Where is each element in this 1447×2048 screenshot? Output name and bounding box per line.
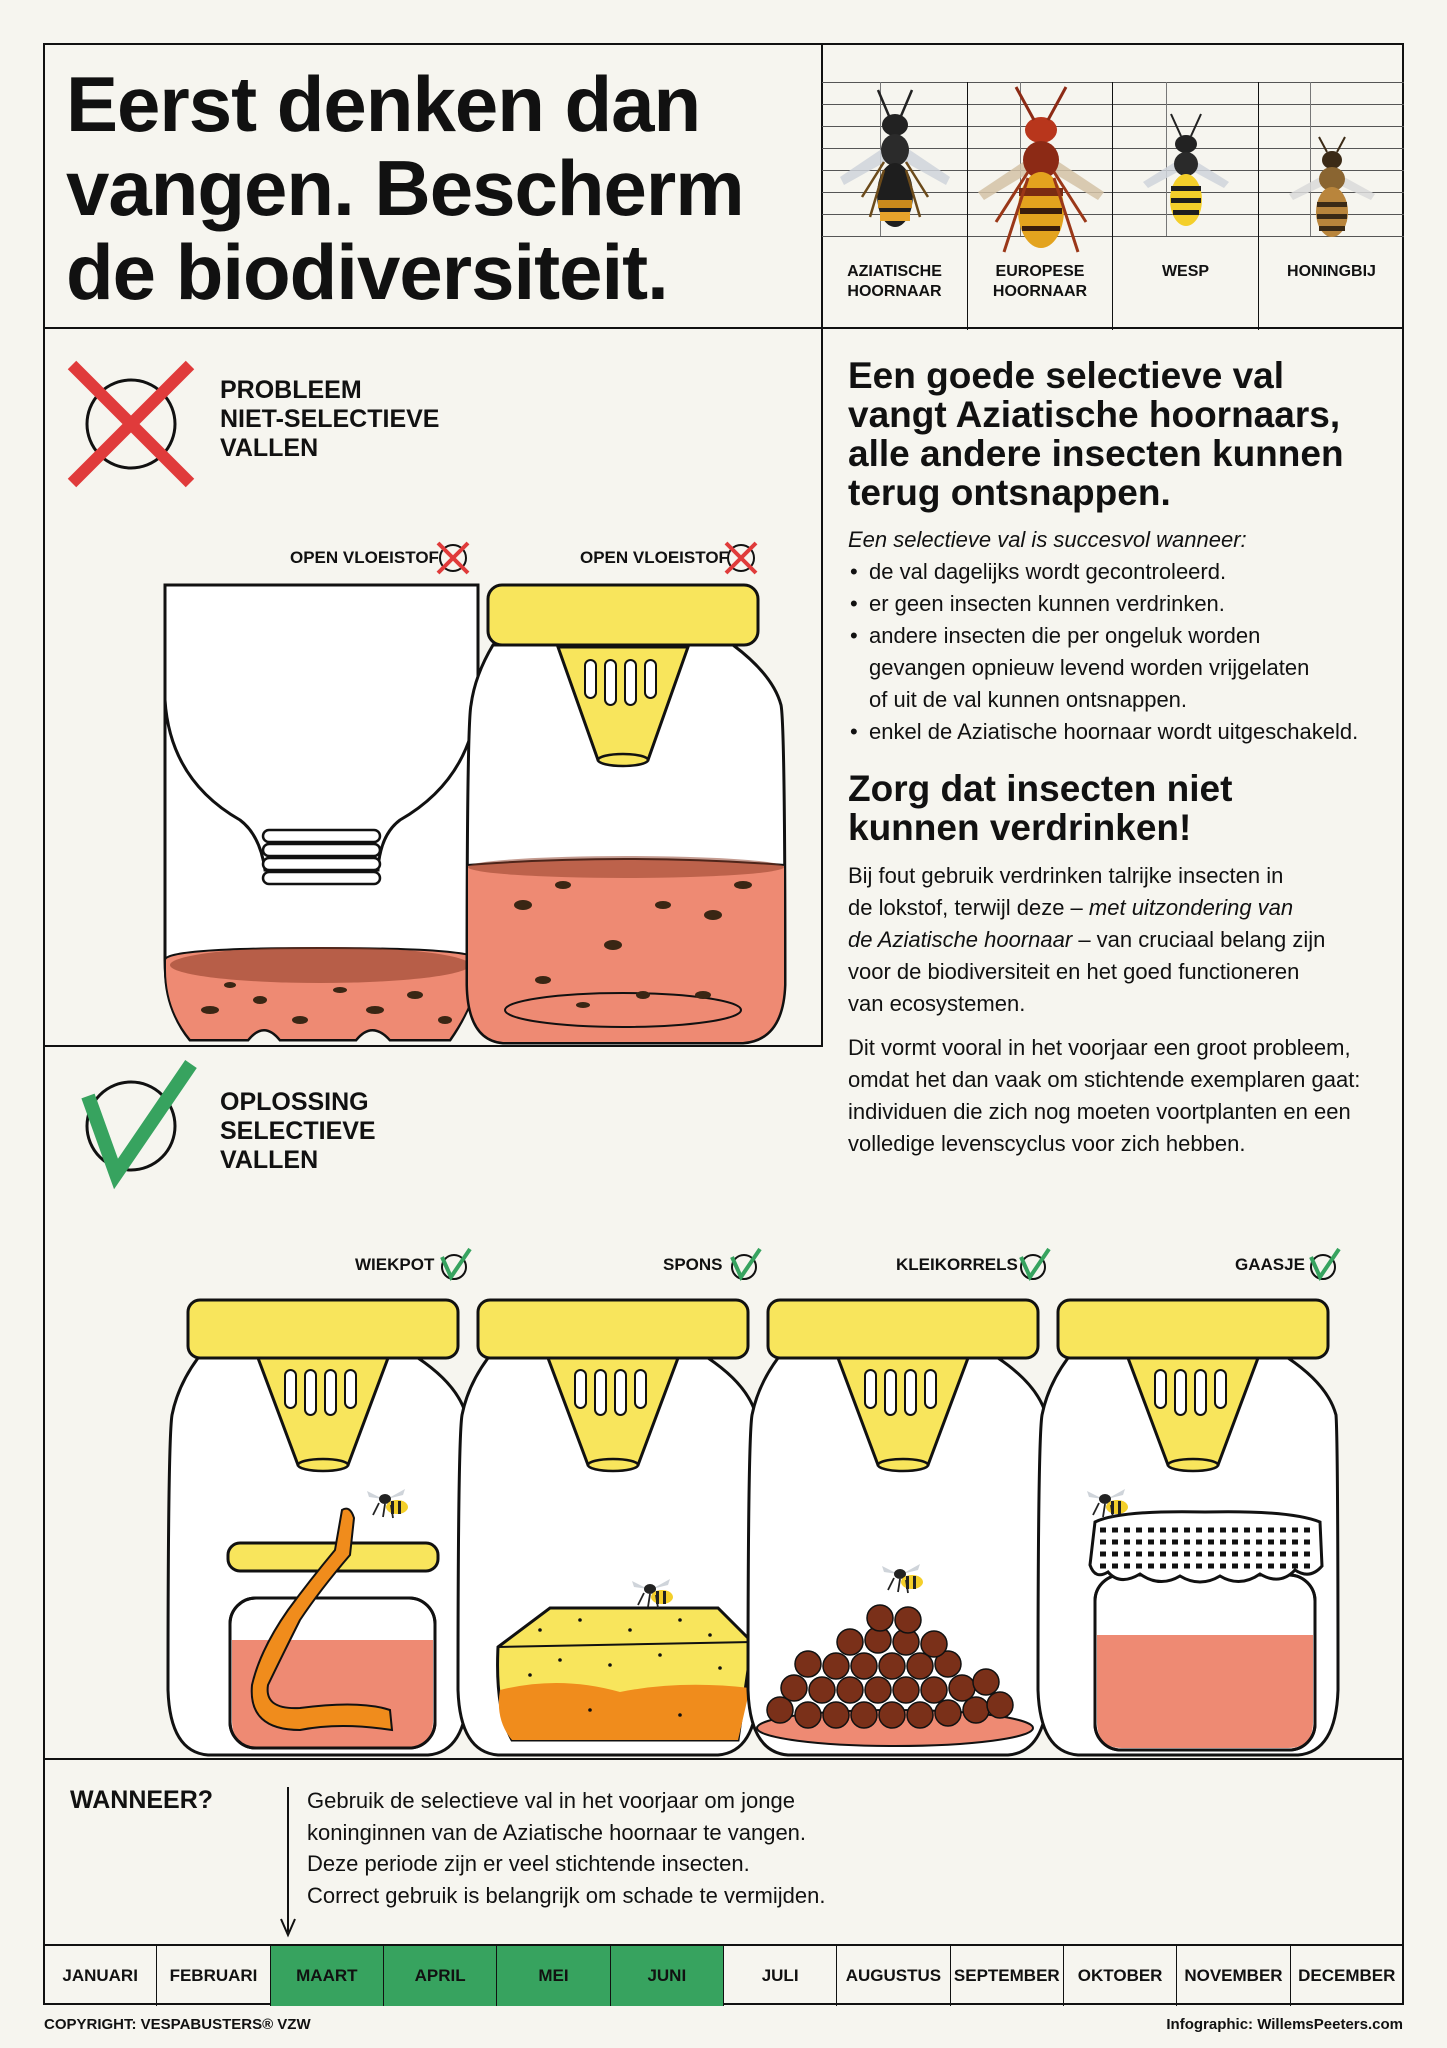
list-item: • de val dagelijks wordt gecontroleerd. xyxy=(848,556,1358,588)
page-title: Eerst denken dan vangen. Bescherm de biodiversiteit. xyxy=(66,60,744,316)
wasp-icon xyxy=(1113,82,1259,257)
month-bar xyxy=(44,1944,1403,2006)
intro-label: Een selectieve val is succesvol wanneer: xyxy=(848,527,1247,552)
check-icon xyxy=(436,1247,472,1283)
month-cell: SEPTEMBER xyxy=(950,1946,1063,2006)
when-label: WANNEER? xyxy=(70,1786,214,1814)
check-icon xyxy=(66,1056,196,1186)
insect-cell-honeybee xyxy=(1258,82,1404,330)
mesh-trap xyxy=(1038,1300,1338,1755)
trap-label: SPONS xyxy=(663,1255,723,1274)
insect-label: WESP xyxy=(1161,263,1210,280)
trap-label: OPEN VLOEISTOF xyxy=(290,548,439,567)
credit-text: Infographic: WillemsPeeters.com xyxy=(1166,2016,1403,2033)
cross-icon xyxy=(66,359,196,489)
sponge-trap xyxy=(458,1300,758,1755)
heading-drowning: Zorg dat insecten niet kunnen verdrinken! xyxy=(848,768,1233,848)
insect-label: AZIATISCHE HOORNAAR xyxy=(847,263,942,300)
paragraph-part: – van cruciaal belang zijn voor de biodiversiteit en het goed functioneren van ecosystemen. xyxy=(848,927,1326,1016)
spring-paragraph: Dit vormt vooral in het voorjaar een groot probleem, omdat het dan vaak om stichtende exemplaren gaat: individuen die zich nog moeten voortplanten en een volledige levenscyclus voor zich hebben. xyxy=(848,1035,1361,1156)
problem-label: PROBLEEM NIET-SELECTIEVE VALLEN xyxy=(220,376,440,462)
copyright-text: COPYRIGHT: VESPABUSTERS® VZW xyxy=(44,2016,311,2033)
bottle-trap-illustration xyxy=(160,580,480,1045)
wiekpot-trap xyxy=(168,1300,468,1755)
selective-traps-illustration xyxy=(160,1290,1380,1765)
paragraph-emphasis: met uitzondering van de Aziatische hoornaar xyxy=(848,895,1294,952)
cross-icon xyxy=(435,540,471,576)
drowning-paragraph xyxy=(848,860,1325,1020)
jar-trap-illustration xyxy=(463,585,773,1045)
trap-label: KLEIKORRELS xyxy=(896,1255,1018,1274)
trap-label: WIEKPOT xyxy=(355,1255,435,1274)
month-cell: JANUARI xyxy=(62,1966,138,1985)
month-cell: NOVEMBER xyxy=(1176,1946,1289,2006)
insect-cell-wasp xyxy=(1112,82,1258,330)
check-icon xyxy=(1015,1247,1051,1283)
clay-pellets-trap xyxy=(748,1300,1048,1755)
trap-label: OPEN VLOEISTOF xyxy=(580,548,729,567)
check-icon xyxy=(726,1247,762,1283)
insect-cell-asian-hornet xyxy=(822,82,967,330)
month-cell: APRIL xyxy=(383,1946,496,2006)
check-icon xyxy=(1305,1247,1341,1283)
list-item: • enkel de Aziatische hoornaar wordt uitgeschakeld. xyxy=(848,716,1358,748)
month-cell: JULI xyxy=(723,1946,836,2006)
european-hornet-icon xyxy=(968,82,1113,257)
arrow-down-icon xyxy=(278,1787,298,1937)
paragraph-part: Bij fout gebruik verdrinken talrijke insecten in de lokstof, terwijl deze – xyxy=(848,863,1284,920)
intro-text xyxy=(848,524,1247,556)
month-cell: MEI xyxy=(496,1946,609,2006)
divider-problem-vertical xyxy=(821,327,823,1047)
heading-selective-trap: Een goede selectieve val vangt Aziatische hoornaars, alle andere insecten kunnen terug ontsnappen. xyxy=(848,355,1344,513)
solution-label: OPLOSSING SELECTIEVE VALLEN xyxy=(220,1088,376,1174)
cross-icon xyxy=(723,540,759,576)
month-cell: FEBRUARI xyxy=(156,1946,269,2006)
month-cell: AUGUSTUS xyxy=(836,1946,949,2006)
month-cell: OKTOBER xyxy=(1063,1946,1176,2006)
month-cell: DECEMBER xyxy=(1290,1946,1403,2006)
list-item: • andere insecten die per ongeluk worden gevangen opnieuw levend worden vrijgelaten of uit de val kunnen ontsnappen. xyxy=(848,620,1358,716)
month-cell: MAART xyxy=(270,1946,383,2006)
honeybee-icon xyxy=(1259,82,1405,257)
asian-hornet-icon xyxy=(822,82,967,257)
divider-problem-bottom xyxy=(44,1045,823,1047)
insect-label: HONINGBIJ xyxy=(1287,263,1376,280)
insect-cell-european-hornet xyxy=(967,82,1112,330)
trap-label: GAASJE xyxy=(1235,1255,1305,1274)
when-text: Gebruik de selectieve val in het voorjaar om jonge koninginnen van de Aziatische hoornaar te vangen. Deze periode zijn er veel stichtende insecten. Correct gebruik is belangrijk om schade te vermijden. xyxy=(307,1788,826,1908)
success-criteria-list xyxy=(848,556,1358,748)
list-item: • er geen insecten kunnen verdrinken. xyxy=(848,588,1358,620)
month-cell: JUNI xyxy=(610,1946,723,2006)
insect-label: EUROPESE HOORNAAR xyxy=(992,263,1088,300)
